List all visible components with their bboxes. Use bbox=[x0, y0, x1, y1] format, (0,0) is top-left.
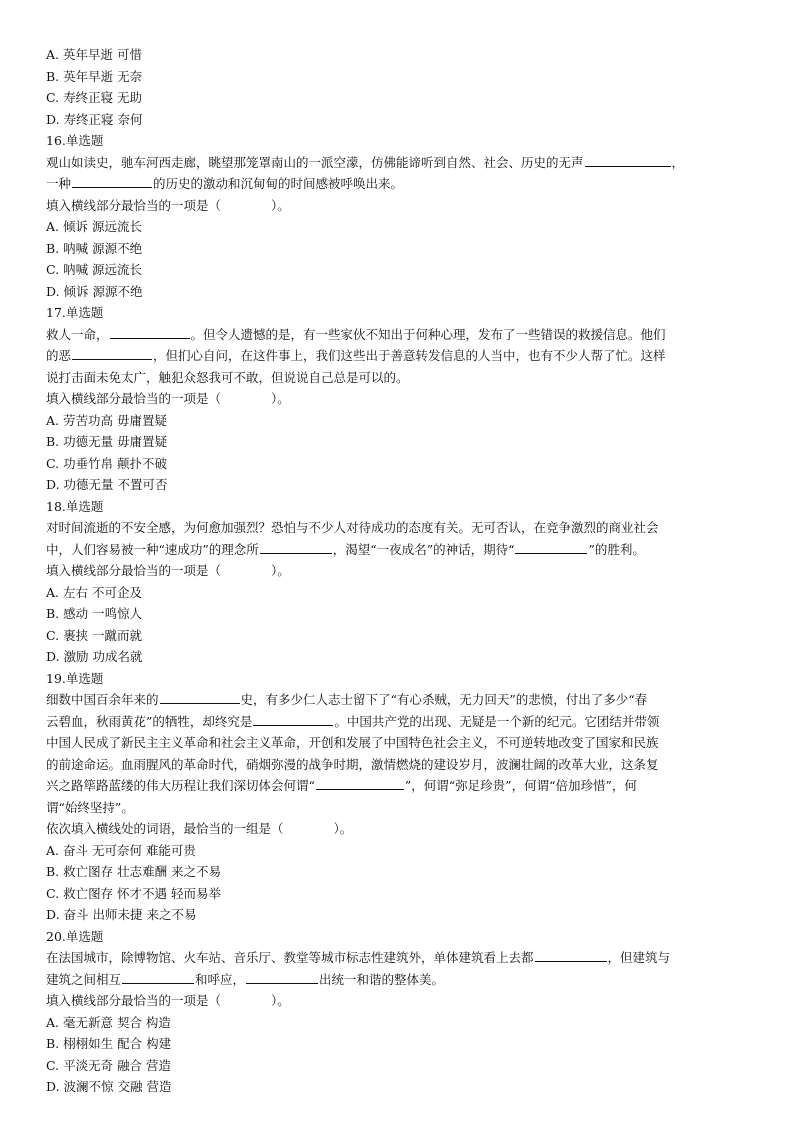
option-q19-a: A. 奋斗 无可奈何 难能可贵 bbox=[46, 842, 196, 858]
option-q16-c: C. 呐喊 源远流长 bbox=[46, 262, 143, 277]
question-18-header: 18.单选题 bbox=[46, 498, 104, 514]
question-19-stem: 中国人民成了新民主主义革命和社会主义革命，开创和发展了中国特色社会主义，不可逆转地改变了国家和民族 bbox=[46, 735, 659, 750]
option-q15-c: C. 寿终正寝 无助 bbox=[46, 90, 143, 105]
fill-blank bbox=[160, 690, 240, 704]
option-q20-d: D. 波澜不惊 交融 营造 bbox=[46, 1079, 172, 1094]
option-q17-d: D. 功德无量 不置可否 bbox=[46, 477, 168, 492]
question-19-stem: 谓“始终坚持”。 bbox=[46, 799, 134, 815]
question-19-stem: 兴之路筚路蓝缕的伟大历程让我们深切体会何谓“ ”，何谓“弥足珍贵”，何谓“倍加珍惜”，何 bbox=[46, 778, 637, 793]
question-16-prompt: 填入横线部分最恰当的一项是（ ）。 bbox=[46, 197, 290, 213]
option-q16-a: A. 倾诉 源远流长 bbox=[46, 219, 142, 234]
fill-blank bbox=[316, 776, 404, 790]
option-q20-a: A. 毫无新意 契合 构造 bbox=[46, 1014, 171, 1030]
option-q16-d: D. 倾诉 源源不绝 bbox=[46, 283, 143, 299]
question-20-prompt: 填入横线部分最恰当的一项是（ ）。 bbox=[46, 993, 290, 1008]
question-20-stem: 在法国城市，除博物馆、火车站、音乐厅、教堂等城市标志性建筑外，单体建筑看上去都 ，但建筑与 bbox=[46, 950, 671, 965]
fill-blank bbox=[515, 540, 587, 554]
exam-page bbox=[46, 44, 756, 1098]
option-q17-c: C. 功垂竹帛 颠扑不破 bbox=[46, 455, 168, 471]
fill-blank bbox=[72, 346, 152, 360]
option-q15-d: D. 寿终正寝 奈何 bbox=[46, 111, 143, 127]
option-q20-c: C. 平淡无奇 融合 营造 bbox=[46, 1057, 172, 1073]
question-17-prompt: 填入横线部分最恰当的一项是（ ）。 bbox=[46, 391, 290, 406]
fill-blank bbox=[260, 540, 332, 554]
question-19-stem: 的前途命运。血雨腥风的革命时代，硝烟弥漫的战争时期，激情燃烧的建设岁月，波澜壮阔的改革大业，这条复 bbox=[46, 756, 659, 772]
fill-blank bbox=[535, 948, 607, 962]
option-q18-a: A. 左右 不可企及 bbox=[46, 584, 142, 600]
fill-blank bbox=[110, 325, 190, 339]
question-19-stem: 细数中国百余年来的 史，有多少仁人志士留下了“有心杀贼，无力回天”的悲愤，付出了多少“春 bbox=[46, 692, 648, 707]
question-17-stem: 救人一命， 。但令人遗憾的是，有一些家伙不知出于何种心理，发布了一些错误的救援信息。他们 bbox=[46, 326, 666, 342]
option-q18-d: D. 激励 功成名就 bbox=[46, 649, 143, 664]
question-18-stem: 对时间流逝的不安全感，为何愈加强烈？恐怕与不少人对待成功的态度有关。无可否认，在竞争激烈的商业社会 bbox=[46, 520, 659, 535]
question-19-prompt: 依次填入横线处的词语，最恰当的一组是（ ）。 bbox=[46, 821, 353, 836]
question-17-stem: 的恶 ，但扪心自问，在这件事上，我们这些出于善意转发信息的人当中，也有不少人帮了忙。这样 bbox=[46, 348, 666, 363]
option-q19-b: B. 救亡图存 壮志难酬 来之不易 bbox=[46, 864, 222, 879]
option-q18-c: C. 裹挟 一蹴而就 bbox=[46, 627, 143, 643]
option-q15-b: B. 英年早逝 无奈 bbox=[46, 68, 143, 84]
fill-blank bbox=[585, 153, 671, 167]
fill-blank bbox=[72, 174, 152, 188]
question-20-header: 20.单选题 bbox=[46, 928, 104, 944]
fill-blank bbox=[246, 970, 318, 984]
option-q19-c: C. 救亡图存 怀才不遇 轻而易举 bbox=[46, 885, 222, 901]
option-q16-b: B. 呐喊 源源不绝 bbox=[46, 240, 143, 256]
question-17-header: 17.单选题 bbox=[46, 305, 104, 320]
option-q17-a: A. 劳苦功高 毋庸置疑 bbox=[46, 412, 167, 428]
fill-blank bbox=[253, 712, 333, 726]
question-20-stem: 建筑之间相互 和呼应， 出统一和谐的整体美。 bbox=[46, 971, 445, 987]
option-q15-a: A. 英年早逝 可惜 bbox=[46, 47, 142, 62]
option-q20-b: B. 栩栩如生 配合 构建 bbox=[46, 1036, 172, 1051]
question-17-stem: 说打击面未免太广，触犯众怒我可不敢，但说说自己总是可以的。 bbox=[46, 369, 409, 385]
option-q19-d: D. 奋斗 出师未捷 来之不易 bbox=[46, 907, 197, 922]
question-16-header: 16.单选题 bbox=[46, 133, 104, 148]
option-q18-b: B. 感动 一鸣惊人 bbox=[46, 606, 143, 621]
question-16-stem: 观山如读史，驰车河西走廊，眺望那笼罩南山的一派空濛，仿佛能谛听到自然、社会、历史的无声 ， bbox=[46, 154, 685, 170]
option-q17-b: B. 功德无量 毋庸置疑 bbox=[46, 434, 168, 449]
question-19-stem: 云碧血，秋雨黄花”的牺牲，却终究是 。中国共产党的出现、无疑是一个新的纪元。它团结并带领 bbox=[46, 713, 660, 729]
question-19-header: 19.单选题 bbox=[46, 670, 104, 686]
question-16-stem: 一种 的历史的激动和沉甸甸的时间感被呼唤出来。 bbox=[46, 176, 404, 191]
question-18-prompt: 填入横线部分最恰当的一项是（ ）。 bbox=[46, 563, 290, 578]
question-18-stem: 中，人们容易被一种“速成功”的理念所 ，渴望“一夜成名”的神话，期待“ ”的胜利。 bbox=[46, 541, 645, 557]
fill-blank bbox=[122, 970, 194, 984]
